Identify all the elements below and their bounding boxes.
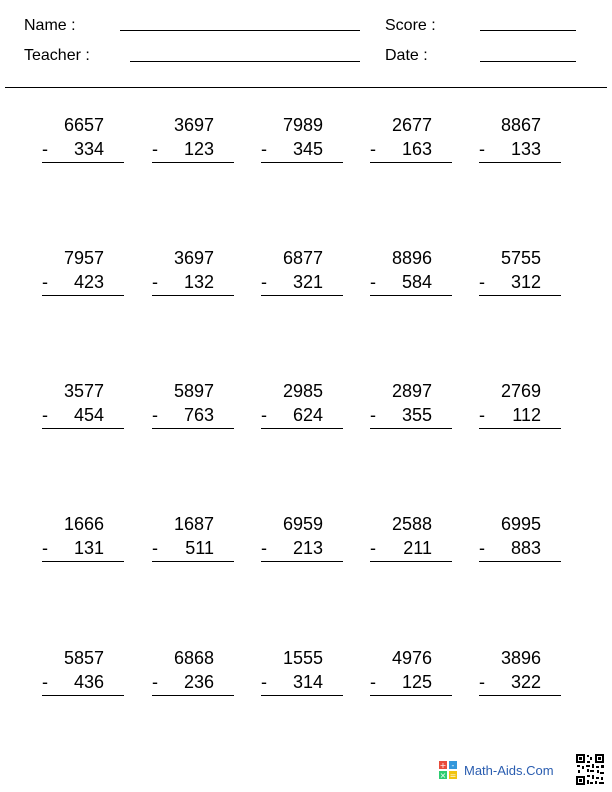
answer-line[interactable] — [479, 162, 561, 163]
minuend: 8896 — [391, 248, 432, 268]
problem — [42, 514, 124, 564]
answer-line[interactable] — [42, 561, 124, 562]
subtrahend: 236 — [183, 672, 214, 692]
problem — [370, 514, 452, 564]
minuend: 3896 — [500, 648, 541, 668]
minus-sign: - — [152, 405, 158, 425]
subtrahend: 345 — [292, 139, 323, 159]
header-divider — [5, 87, 607, 88]
answer-line[interactable] — [370, 428, 452, 429]
minuend: 5857 — [63, 648, 104, 668]
problem — [261, 514, 343, 564]
problem — [42, 248, 124, 298]
subtrahend: 322 — [510, 672, 541, 692]
problem — [152, 115, 234, 165]
svg-text:+: + — [439, 761, 447, 770]
name-label: Name : — [24, 17, 76, 34]
subtrahend: 132 — [183, 272, 214, 292]
minus-sign: - — [479, 139, 485, 159]
minus-sign: - — [370, 272, 376, 292]
subtrahend: 763 — [183, 405, 214, 425]
date-field[interactable] — [480, 61, 576, 62]
minuend: 2985 — [282, 381, 323, 401]
minuend: 6868 — [173, 648, 214, 668]
answer-line[interactable] — [261, 295, 343, 296]
answer-line[interactable] — [261, 162, 343, 163]
minus-sign: - — [370, 405, 376, 425]
minuend: 7989 — [282, 115, 323, 135]
minuend: 8867 — [500, 115, 541, 135]
minus-sign: - — [261, 538, 267, 558]
answer-line[interactable] — [370, 695, 452, 696]
problem — [261, 648, 343, 698]
answer-line[interactable] — [261, 428, 343, 429]
subtrahend: 131 — [73, 538, 104, 558]
teacher-field[interactable] — [130, 61, 360, 62]
problem — [42, 648, 124, 698]
minuend: 3697 — [173, 115, 214, 135]
problem — [152, 381, 234, 431]
problem — [479, 248, 561, 298]
minus-sign: - — [261, 139, 267, 159]
answer-line[interactable] — [152, 162, 234, 163]
subtrahend: 213 — [292, 538, 323, 558]
calculator-icon — [438, 760, 458, 780]
minus-sign: - — [370, 139, 376, 159]
answer-line[interactable] — [479, 428, 561, 429]
answer-line[interactable] — [42, 162, 124, 163]
minus-sign: - — [152, 538, 158, 558]
problem — [479, 514, 561, 564]
answer-line[interactable] — [42, 295, 124, 296]
answer-line[interactable] — [370, 561, 452, 562]
minuend: 3577 — [63, 381, 104, 401]
minus-sign: - — [370, 538, 376, 558]
problem — [370, 115, 452, 165]
minus-sign: - — [152, 272, 158, 292]
minus-sign: - — [152, 672, 158, 692]
minuend: 6959 — [282, 514, 323, 534]
minuend: 5755 — [500, 248, 541, 268]
minuend: 4976 — [391, 648, 432, 668]
minus-sign: - — [370, 672, 376, 692]
answer-line[interactable] — [479, 561, 561, 562]
svg-text:=: = — [449, 771, 457, 780]
subtrahend: 125 — [401, 672, 432, 692]
subtrahend: 163 — [401, 139, 432, 159]
minus-sign: - — [42, 538, 48, 558]
minus-sign: - — [42, 405, 48, 425]
problem — [261, 381, 343, 431]
svg-text:×: × — [439, 771, 447, 780]
problem — [261, 115, 343, 165]
subtrahend: 334 — [73, 139, 104, 159]
minuend: 6995 — [500, 514, 541, 534]
answer-line[interactable] — [152, 561, 234, 562]
minus-sign: - — [261, 272, 267, 292]
minuend: 2588 — [391, 514, 432, 534]
problem — [152, 514, 234, 564]
score-field[interactable] — [480, 30, 576, 31]
minus-sign: - — [42, 139, 48, 159]
minuend: 2897 — [391, 381, 432, 401]
subtrahend: 883 — [510, 538, 541, 558]
problem — [479, 381, 561, 431]
problem — [370, 381, 452, 431]
minus-sign: - — [261, 405, 267, 425]
answer-line[interactable] — [152, 295, 234, 296]
problem — [370, 248, 452, 298]
minuend: 7957 — [63, 248, 104, 268]
svg-text:-: - — [451, 761, 455, 770]
answer-line[interactable] — [152, 695, 234, 696]
problem — [370, 648, 452, 698]
subtrahend: 211 — [403, 538, 432, 558]
answer-line[interactable] — [479, 695, 561, 696]
minuend: 1666 — [63, 514, 104, 534]
problem — [152, 648, 234, 698]
answer-line[interactable] — [370, 162, 452, 163]
subtrahend: 312 — [510, 272, 541, 292]
subtrahend: 436 — [73, 672, 104, 692]
problem — [261, 248, 343, 298]
name-field[interactable] — [120, 30, 360, 31]
minus-sign: - — [479, 272, 485, 292]
minus-sign: - — [479, 405, 485, 425]
problem — [42, 115, 124, 165]
subtrahend: 112 — [512, 405, 541, 425]
subtrahend: 321 — [292, 272, 323, 292]
problem — [152, 248, 234, 298]
qr-code-icon — [575, 753, 605, 786]
brand-text: Math-Aids.Com — [464, 763, 554, 778]
problem — [479, 648, 561, 698]
answer-line[interactable] — [370, 295, 452, 296]
minuend: 1555 — [282, 648, 323, 668]
subtrahend: 584 — [401, 272, 432, 292]
subtrahend: 511 — [185, 538, 214, 558]
subtrahend: 355 — [401, 405, 432, 425]
answer-line[interactable] — [261, 695, 343, 696]
subtrahend: 624 — [292, 405, 323, 425]
score-label: Score : — [385, 17, 436, 34]
subtrahend: 423 — [73, 272, 104, 292]
subtrahend: 133 — [510, 139, 541, 159]
minus-sign: - — [152, 139, 158, 159]
minuend: 2769 — [500, 381, 541, 401]
date-label: Date : — [385, 47, 428, 64]
minuend: 6877 — [282, 248, 323, 268]
minuend: 5897 — [173, 381, 214, 401]
answer-line[interactable] — [261, 561, 343, 562]
minuend: 3697 — [173, 248, 214, 268]
subtrahend: 123 — [183, 139, 214, 159]
answer-line[interactable] — [42, 428, 124, 429]
minus-sign: - — [479, 672, 485, 692]
problem — [42, 381, 124, 431]
answer-line[interactable] — [42, 695, 124, 696]
subtrahend: 314 — [292, 672, 323, 692]
minuend: 6657 — [63, 115, 104, 135]
answer-line[interactable] — [479, 295, 561, 296]
subtrahend: 454 — [73, 405, 104, 425]
minus-sign: - — [261, 672, 267, 692]
minus-sign: - — [479, 538, 485, 558]
minus-sign: - — [42, 672, 48, 692]
minus-sign: - — [42, 272, 48, 292]
problem — [479, 115, 561, 165]
teacher-label: Teacher : — [24, 47, 90, 64]
minuend: 2677 — [391, 115, 432, 135]
minuend: 1687 — [173, 514, 214, 534]
answer-line[interactable] — [152, 428, 234, 429]
